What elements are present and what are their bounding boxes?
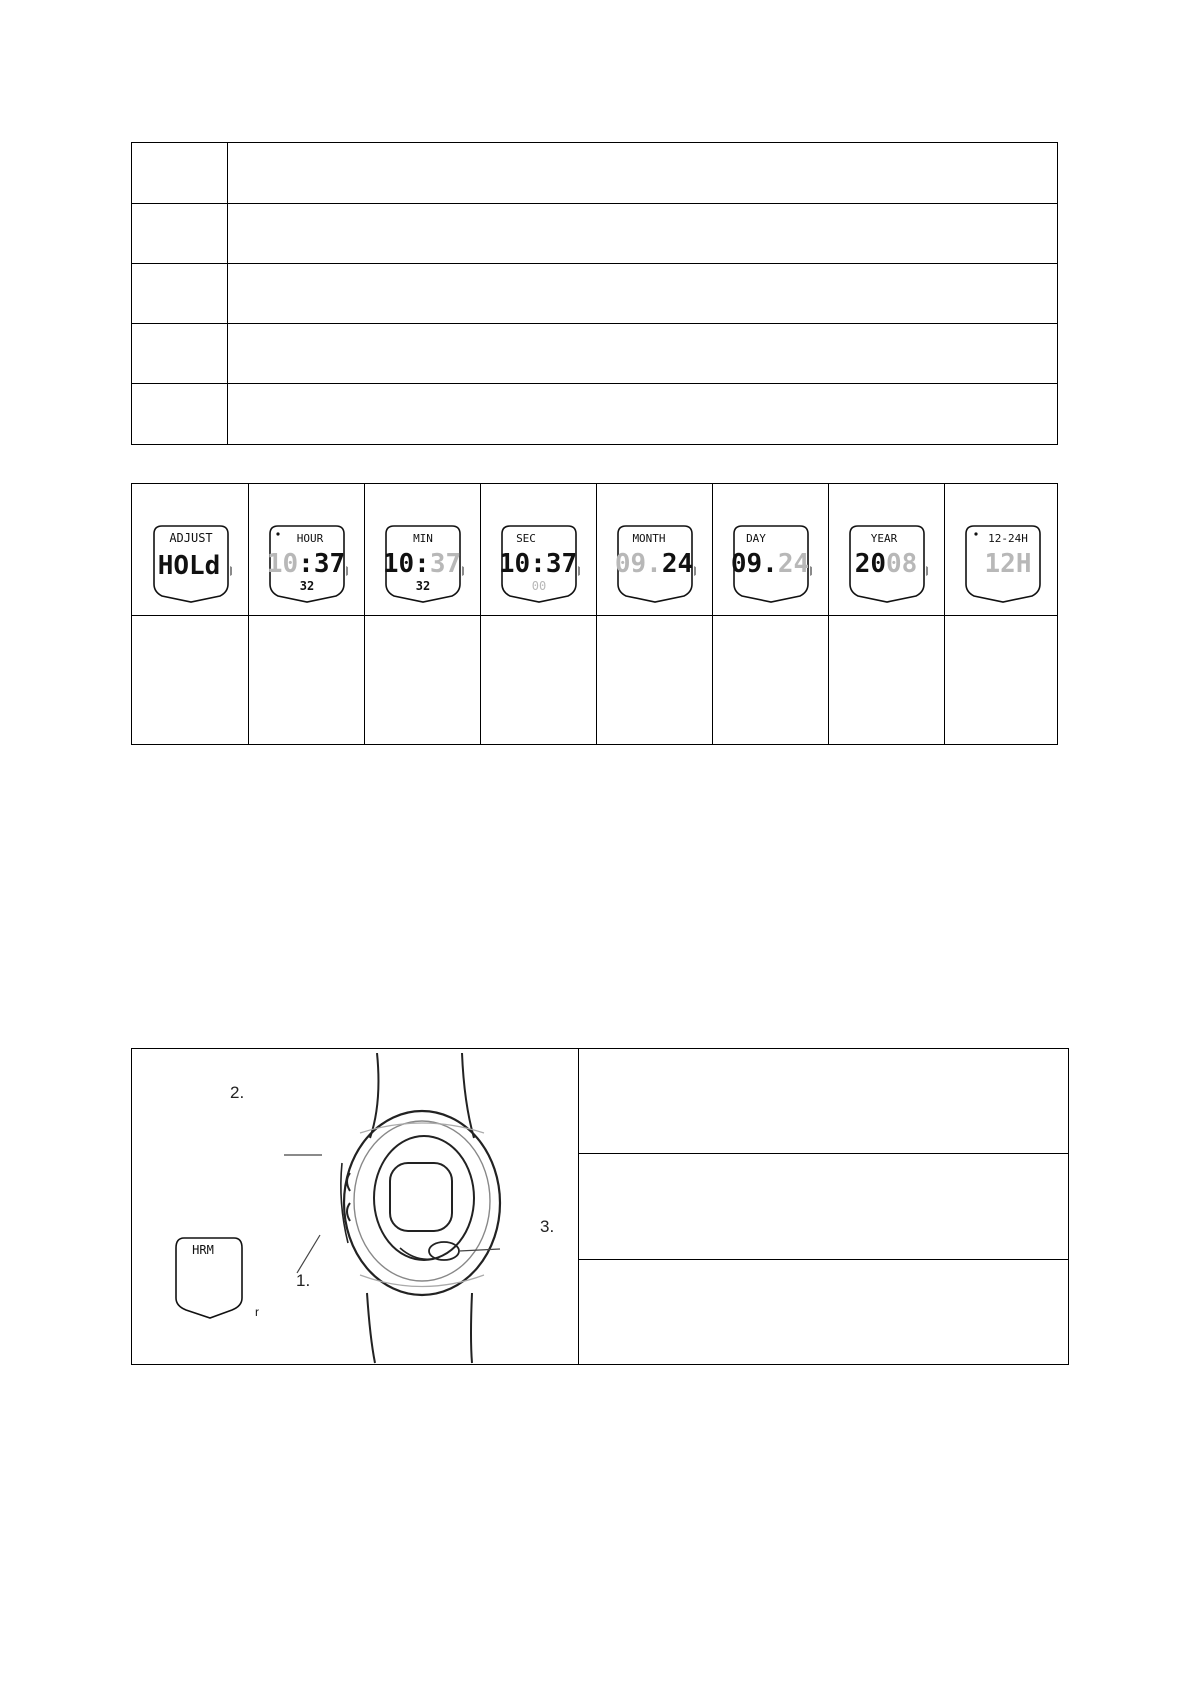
table-column-divider [944,484,945,744]
table-column-divider [480,484,481,744]
small-mark: r [255,1305,259,1319]
table-row-divider [132,203,1057,204]
table-column-divider [578,1049,579,1364]
table-row-divider [578,1153,1068,1154]
lcd-screen-min [382,522,464,604]
lcd-top-text: SEC [516,532,536,545]
lcd-screen-12-24h [962,522,1044,604]
table-column-divider [596,484,597,744]
info-table-empty [131,142,1058,445]
lcd-screen-hour [266,522,348,604]
lcd-top-text: MIN [413,532,433,545]
front-button-icon [429,1242,459,1260]
next-arrow-icon [926,566,928,576]
svg-text:10:37: 10:37 [266,549,346,579]
side-button-upper-icon [347,1173,350,1191]
figure-label-3: 3. [540,1217,555,1236]
lcd-screen-month [614,522,696,604]
table-column-divider [828,484,829,744]
table-column-divider [248,484,249,744]
lcd-main-text: HOLd [157,551,221,581]
lcd-screen-sec [498,522,580,604]
table-column-divider [712,484,713,744]
lcd-screen-day [730,522,812,604]
heart-rate-monitor-table [131,1048,1069,1365]
lcd-top-text: DAY [746,532,766,545]
svg-text:2008: 2008 [854,549,918,579]
table-column-divider [227,143,228,444]
table-row-divider [578,1259,1068,1260]
next-arrow-icon [462,566,464,576]
watch-illustration [272,1053,532,1365]
lcd-sub-text: 32 [415,579,431,593]
side-button-lower-icon [347,1203,350,1221]
next-arrow-icon [230,566,232,576]
hrm-screen-text: HRM [192,1243,214,1257]
lcd-top-text: ADJUST [169,531,213,545]
table-column-divider [364,484,365,744]
figure-label-2: 2. [230,1083,245,1102]
table-row-divider [132,615,1057,616]
next-arrow-icon [694,566,696,576]
lcd-screen-year [846,522,928,604]
lcd-top-text: MONTH [632,532,666,545]
lcd-screen-adjust [150,522,232,604]
table-row-divider [132,263,1057,264]
next-arrow-icon [346,566,348,576]
table-row-divider [132,383,1057,384]
lcd-sub-text: 00 [531,579,547,593]
figure-label-1: 1. [296,1271,311,1290]
lcd-sub-text: 32 [299,579,315,593]
time-setting-sequence-table [131,483,1058,745]
svg-text:09.24: 09.24 [614,549,694,579]
svg-text:09.24: 09.24 [730,549,810,579]
next-arrow-icon [578,566,580,576]
svg-text:10:37: 10:37 [382,549,462,579]
lcd-main-text: 12H [984,549,1032,579]
lcd-main-text: 10:37 [498,549,578,579]
next-arrow-icon [810,566,812,576]
lcd-top-text: 12-24H [988,532,1028,545]
lcd-top-text: HOUR [296,532,324,545]
hrm-lcd-screen [170,1234,260,1324]
lcd-top-text: YEAR [870,532,898,545]
table-row-divider [132,323,1057,324]
